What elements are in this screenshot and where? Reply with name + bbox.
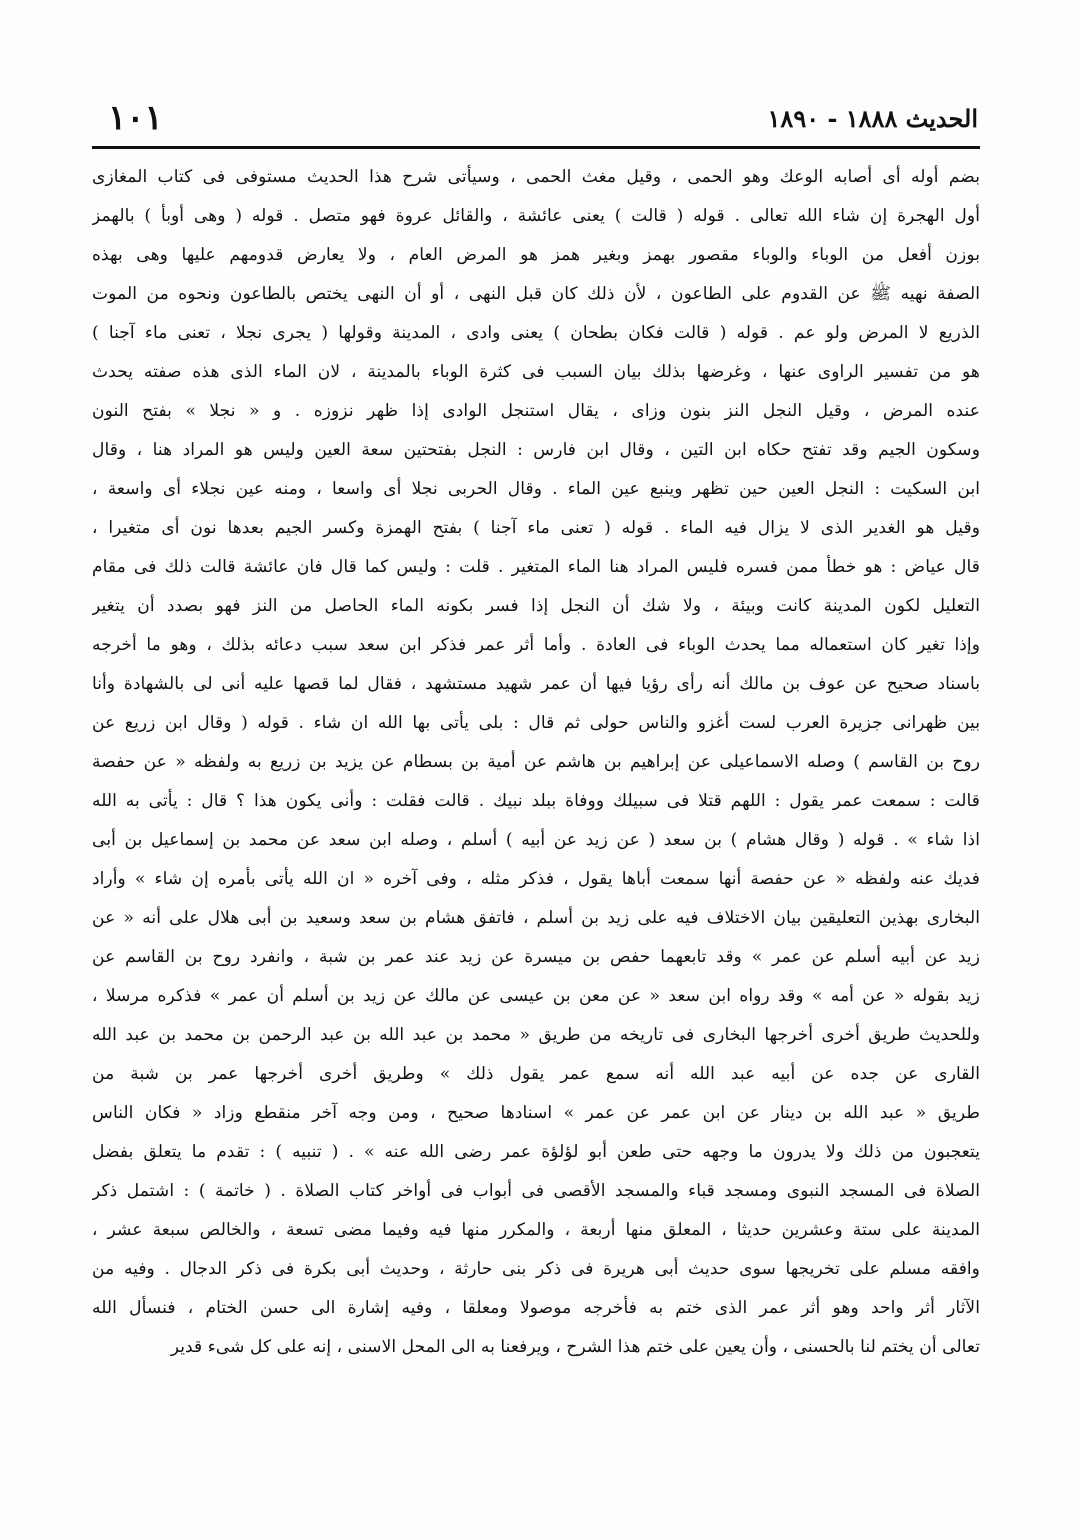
header-rule [92, 146, 980, 149]
text-line: قال عياض : هو خطأ ممن فسره فليس المراد هنا الماء المتغير . قلت : وليس كما قال فان عائشة قالت ذلك فى مقام [92, 557, 980, 577]
text-line: زيد عن أبيه أسلم عن عمر » وقد تابعهما حفص بن ميسرة عن زيد عند عمر بن شبة ، وانفرد روح بن القاسم عن [92, 947, 980, 967]
text-line: أول الهجرة إن شاء الله تعالى . قوله ( قالت ) يعنى عائشة ، والقائل عروة فهو متصل . قوله ( وهى أوبأ ) بالهمز [92, 206, 980, 226]
text-line: الصفة نهيه ﷺ عن القدوم على الطاعون ، لأن ذلك كان قبل النهى ، أو أن النهى يختص بالطاعون ونحوه من الموت [92, 284, 980, 304]
text-line: اذا شاء » . قوله ( وقال هشام ) بن سعد ( عن زيد عن أبيه ) أسلم ، وصله ابن سعد عن محمد بن إسماعيل بن أبى [92, 830, 980, 850]
text-line: الصلاة فى المسجد النبوى ومسجد قباء والمسجد الأقصى فى أبواب فى أواخر كتاب الصلاة . ( خاتمة ) : اشتمل ذكر [92, 1181, 980, 1201]
text-line: وإذا تغير كان استعماله مما يحدث الوباء فى العادة . وأما أثر عمر فذكر ابن سعد سبب دعائه بذلك ، وهو ما أخرجه [92, 635, 980, 655]
text-line: الآثار أثر واحد وهو أثر عمر الذى ختم به فأخرجه موصولا ومعلقا ، وفيه إشارة الى حسن الختام ، فنسأل الله [92, 1298, 980, 1318]
page-number: ١٠١ [108, 98, 163, 138]
text-line: روح بن القاسم ) وصله الاسماعيلى عن إبراهيم بن هاشم عن أمية بن بسطام عن يزيد بن زريع به ولفظه « عن حفصة [92, 752, 980, 772]
page-header [98, 98, 978, 146]
text-line: وسكون الجيم وقد تفتح حكاه ابن التين ، وقال ابن فارس : النجل بفتحتين سعة العين وليس هو المراد هنا ، وقال [92, 440, 980, 460]
text-line: بضم أوله أى أصابه الوعك وهو الحمى ، وقيل مغث الحمى ، وسيأتى شرح هذا الحديث مستوفى فى كتاب المغازى [92, 167, 980, 187]
text-line: هو من تفسير الراوى عنها ، وغرضها بذلك بيان السبب فى كثرة الوباء بالمدينة ، لان الماء الذى هذه صفته يحدث [92, 362, 980, 382]
text-line: طريق « عبد الله بن دينار عن ابن عمر عن عمر » اسنادها صحيح ، ومن وجه آخر منقطع وزاد « فكان الناس [92, 1103, 980, 1123]
text-line: بين ظهرانى جزيرة العرب لست أغزو والناس حولى ثم قال : بلى يأتى بها الله ان شاء . قوله ( وقال ابن زريع عن [92, 713, 980, 733]
text-line: التعليل لكون المدينة كانت وبيئة ، ولا شك أن النجل إذا فسر بكونه الماء الحاصل من النز فهو بصدد أن يتغير [92, 596, 980, 616]
text-line: زيد بقوله « عن أمه » وقد رواه ابن سعد « عن معن بن عيسى عن مالك عن زيد بن أسلم أن عمر » فذكره مرسلا ، [92, 986, 980, 1006]
text-line: بوزن أفعل من الوباء والوباء مقصور بهمز وبغير همز هو المرض العام ، ولا يعارض قدومهم عليها وهى بهذه [92, 245, 980, 265]
body-text [92, 158, 980, 1367]
running-head: الحديث ١٨٨٨ - ١٨٩٠ [767, 104, 978, 133]
text-line: ابن السكيت : النجل العين حين تظهر وينبع عين الماء . وقال الحربى نجلا أى واسعا ، ومنه عين نجلاء أى واسعة ، [92, 479, 980, 499]
text-line: البخارى بهذين التعليقين بيان الاختلاف فيه على زيد بن أسلم ، فاتفق هشام بن سعد وسعيد بن أبى هلال على أنه « عن [92, 908, 980, 928]
text-line: وللحديث طريق أخرى أخرجها البخارى فى تاريخه من طريق « محمد بن عبد الله بن عبد الرحمن بن محمد بن عبد الله [92, 1025, 980, 1045]
text-line: وافقه مسلم على تخريجها سوى حديث أبى هريرة فى ذكر بنى حارثة ، وحديث أبى بكرة فى ذكر الدجال . وفيه من [92, 1259, 980, 1279]
text-line: عنده المرض ، وقيل النجل النز بنون وزاى ، يقال استنجل الوادى إذا ظهر نزوزه . و « نجلا » بفتح النون [92, 401, 980, 421]
text-line: يتعجبون من ذلك ولا يدرون ما وجهه حتى طعن أبو لؤلؤة عمر رضى الله عنه » . ( تنبيه ) : تقدم ما يتعلق بفضل [92, 1142, 980, 1162]
text-line: القارى عن جده عن أبيه عبد الله أنه سمع عمر يقول ذلك » وطريق أخرى أخرجها عمر بن شبة من [92, 1064, 980, 1084]
text-line: تعالى أن يختم لنا بالحسنى ، وأن يعين على ختم هذا الشرح ، ويرفعنا به الى المحل الاسنى ، إنه على كل شىء قدير [170, 1337, 980, 1357]
text-line: المدينة على ستة وعشرين حديثا ، المعلق منها أربعة ، والمكرر منها فيه وفيما مضى تسعة ، والخالص سبعة عشر ، [92, 1220, 980, 1240]
text-line: قالت : سمعت عمر يقول : اللهم قتلا فى سبيلك ووفاة ببلد نبيك . قالت فقلت : وأنى يكون هذا ؟ قال : يأتى به الله [92, 791, 980, 811]
text-line: باسناد صحيح عن عوف بن مالك أنه رأى رؤيا فيها أن عمر شهيد مستشهد ، فقال لما قصها عليه أنى لى بالشهادة وأنا [92, 674, 980, 694]
text-line: الذريع لا المرض ولو عم . قوله ( قالت فكان بطحان ) يعنى وادى ، المدينة وقولها ( يجرى نجلا ، تعنى ماء آجنا ) [92, 323, 980, 343]
text-line: وقيل هو الغدير الذى لا يزال فيه الماء . قوله ( تعنى ماء آجنا ) بفتح الهمزة وكسر الجيم بعدها نون أى متغيرا ، [92, 518, 980, 538]
text-line: فديك عنه ولفظه « عن حفصة أنها سمعت أباها يقول ، فذكر مثله ، وفى آخره « ان الله يأتى بأمره إن شاء » وأراد [92, 869, 980, 889]
